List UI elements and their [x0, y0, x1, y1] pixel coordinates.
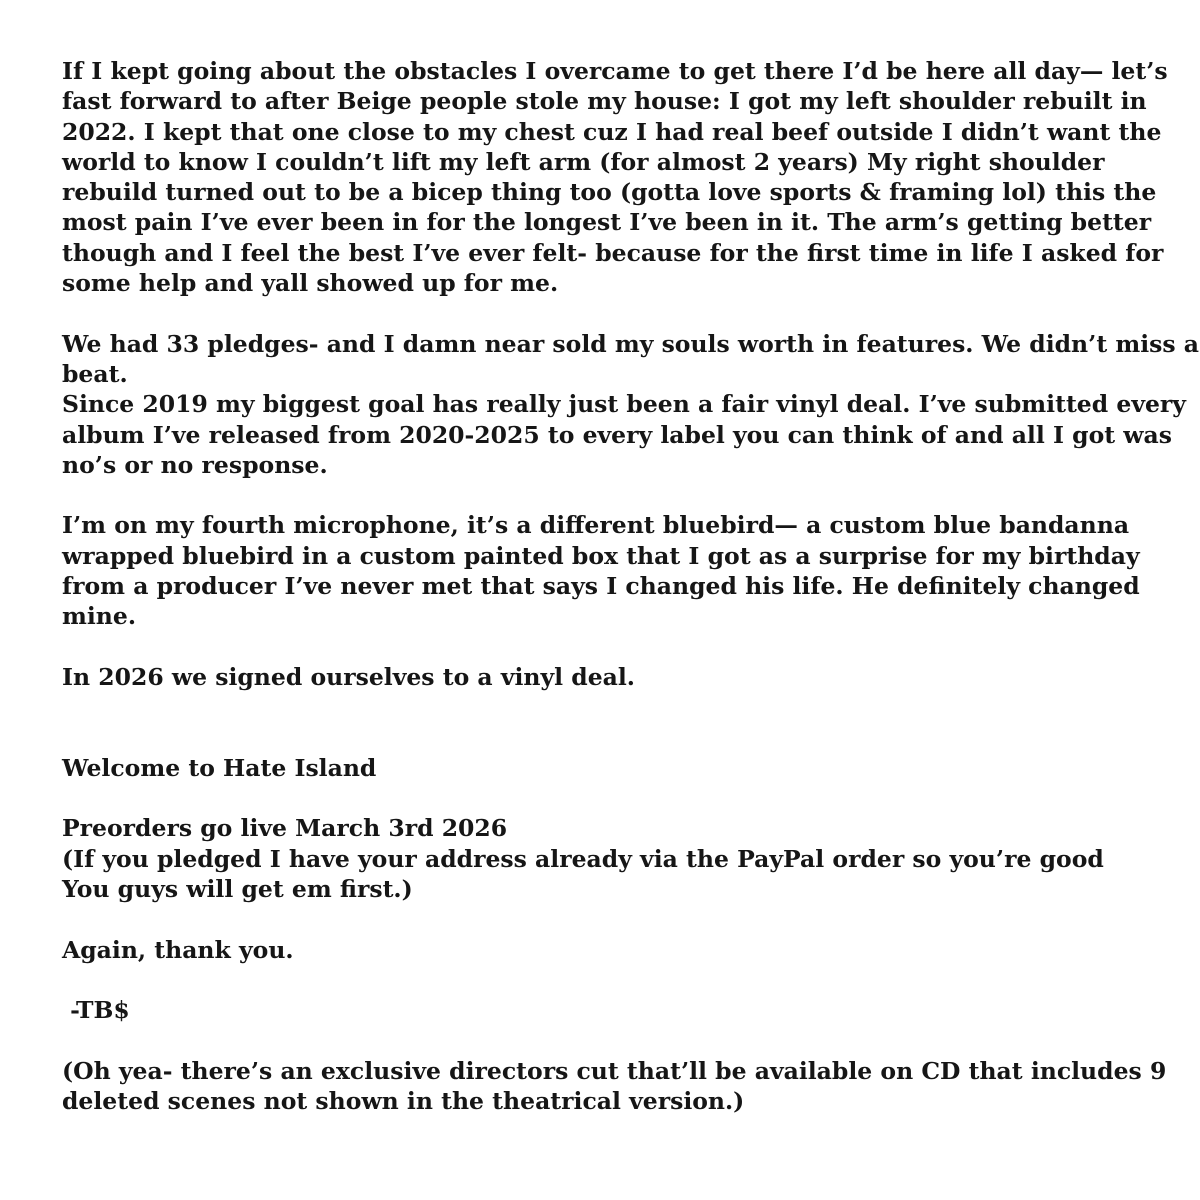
- text-line: deleted scenes not shown in the theatrical version.): [62, 1087, 745, 1116]
- text-line: wrapped bluebird in a custom painted box that I got as a surprise for my birthday: [62, 541, 1140, 570]
- paragraph-obstacles: [62, 56, 1168, 298]
- paragraph-spacer: [62, 480, 1162, 510]
- thanks-line: Again, thank you.: [62, 935, 294, 964]
- paragraph-spacer: [62, 904, 1162, 934]
- text-line: We had 33 pledges- and I damn near sold my souls worth in features. We didn’t miss a: [62, 329, 1200, 358]
- text-line: some help and yall showed up for me.: [62, 269, 559, 298]
- text-line: no’s or no response.: [62, 450, 328, 479]
- text-line: Preorders go live March 3rd 2026: [62, 814, 508, 843]
- text-line: mine.: [62, 602, 137, 631]
- paragraph-vinyl-deal: In 2026 we signed ourselves to a vinyl deal.: [62, 662, 635, 691]
- album-welcome-heading: Welcome to Hate Island: [62, 753, 377, 782]
- signature: -TB$: [62, 996, 130, 1025]
- paragraph-postscript: [62, 1056, 1167, 1117]
- text-line: though and I feel the best I’ve ever felt- because for the first time in life I asked for: [62, 238, 1164, 267]
- text-line: (Oh yea- there’s an exclusive directors cut that’ll be available on CD that includes 9: [62, 1056, 1167, 1085]
- letter-document: [62, 56, 1200, 1116]
- text-line: album I’ve released from 2020-2025 to every label you can think of and all I got was: [62, 420, 1172, 449]
- text-line: beat.: [62, 359, 128, 388]
- text-line: I’m on my fourth microphone, it’s a different bluebird— a custom blue bandanna: [62, 511, 1130, 540]
- text-line: from a producer I’ve never met that says I changed his life. He definitely changed: [62, 572, 1140, 601]
- text-line: world to know I couldn’t lift my left arm (for almost 2 years) My right shoulder: [62, 147, 1105, 176]
- text-line: fast forward to after Beige people stole my house: I got my left shoulder rebuilt in: [62, 87, 1147, 116]
- text-line: Since 2019 my biggest goal has really just been a fair vinyl deal. I’ve submitted every: [62, 390, 1186, 419]
- paragraph-spacer: [62, 298, 1162, 328]
- paragraph-pledges: [62, 329, 1200, 480]
- paragraph-preorders: [62, 813, 1162, 904]
- text-line: (If you pledged I have your address already via the PayPal order so you’re good: [62, 844, 1104, 873]
- paragraph-spacer: [62, 783, 1162, 813]
- text-line: You guys will get em first.): [62, 875, 413, 904]
- paragraph-spacer: [62, 632, 1162, 662]
- paragraph-spacer: [62, 692, 1162, 753]
- text-line: rebuild turned out to be a bicep thing too (gotta love sports & framing lol) this the: [62, 178, 1157, 207]
- text-line: If I kept going about the obstacles I overcame to get there I’d be here all day— let’s: [62, 57, 1168, 85]
- paragraph-spacer: [62, 1026, 1162, 1056]
- paragraph-spacer: [62, 965, 1162, 995]
- paragraph-microphone: [62, 510, 1162, 631]
- text-line: 2022. I kept that one close to my chest cuz I had real beef outside I didn’t want the: [62, 117, 1162, 146]
- text-line: most pain I’ve ever been in for the longest I’ve been in it. The arm’s getting better: [62, 208, 1152, 237]
